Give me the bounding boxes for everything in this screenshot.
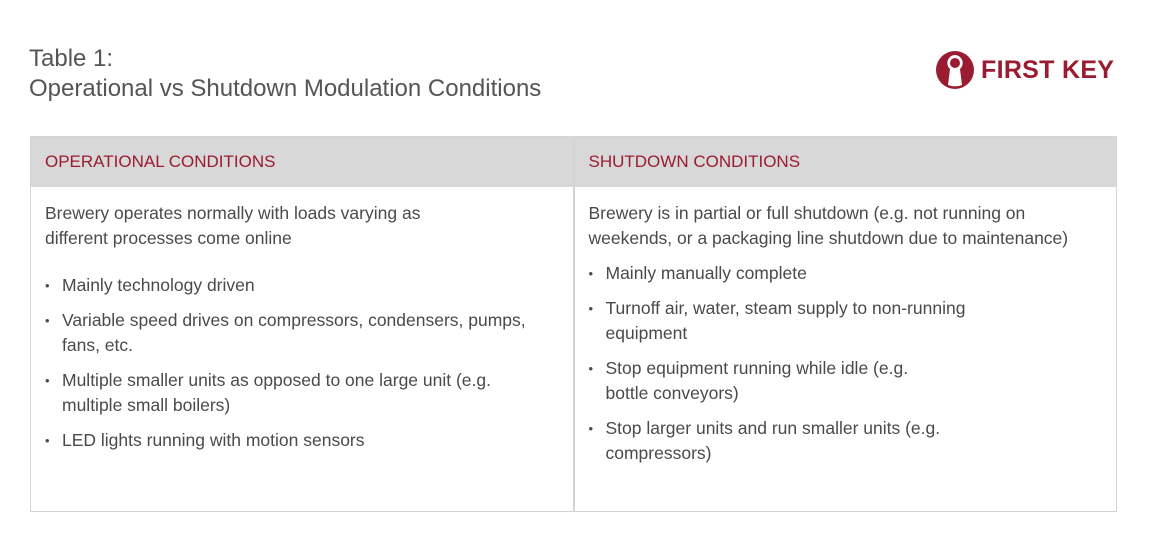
- list-item: • Stop equipment running while idle (e.g. bottle conveyors): [589, 356, 1047, 406]
- list-item: • Multiple smaller units as opposed to one large unit (e.g. multiple small boilers): [45, 368, 553, 418]
- list-item: • Stop larger units and run smaller units (e.g. compressors): [589, 416, 1047, 466]
- operational-column: [31, 137, 573, 511]
- title-line-2: Operational vs Shutdown Modulation Conditions: [29, 75, 542, 102]
- list-item: • Mainly manually complete: [589, 261, 1047, 286]
- shutdown-column: [573, 137, 1117, 511]
- title-line-1: Table 1:: [29, 45, 114, 72]
- list-item: • LED lights running with motion sensors: [45, 428, 553, 453]
- first-key-logo: [935, 50, 1114, 90]
- list-item: • Variable speed drives on compressors, condensers, pumps, fans, etc.: [45, 308, 553, 358]
- column-header: SHUTDOWN CONDITIONS: [575, 137, 1117, 187]
- conditions-table: [30, 136, 1117, 512]
- column-header: OPERATIONAL CONDITIONS: [31, 137, 573, 187]
- list-item: • Mainly technology driven: [45, 273, 553, 298]
- page-title: [29, 44, 541, 104]
- keyhole-logo-icon: [935, 50, 975, 90]
- column-intro: Brewery is in partial or full shutdown (e.g. not running on weekends, or a packaging line shutdown due to maintenance): [588, 203, 1069, 248]
- logo-text: FIRST KEY: [981, 55, 1115, 84]
- column-intro: Brewery operates normally with loads varying as different processes come online: [45, 203, 421, 248]
- list-item: • Turnoff air, water, steam supply to non-running equipment: [589, 296, 1047, 346]
